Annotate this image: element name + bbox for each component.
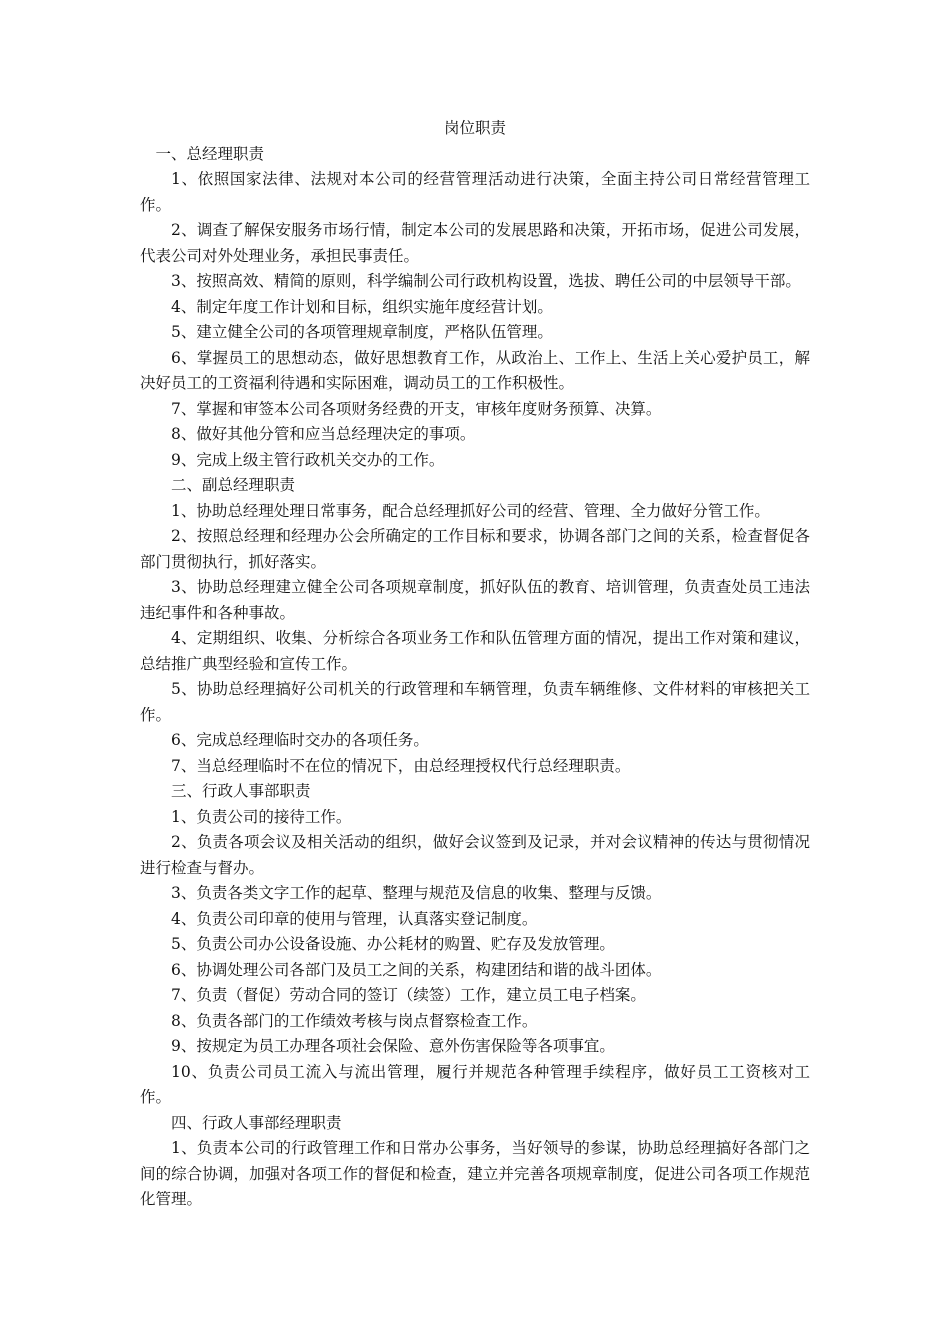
section-admin-hr-department [140,779,810,1111]
list-item: 2、负责各项会议及相关活动的组织，做好会议签到及记录，并对会议精神的传达与贯彻情况进行检查与督办。 [140,833,810,877]
list-item: 7、当总经理临时不在位的情况下，由总经理授权代行总经理职责。 [171,756,631,775]
list-item: 7、负责（督促）劳动合同的签订（续签）工作，建立员工电子档案。 [171,986,646,1004]
section-general-manager [140,142,810,474]
list-item: 4、负责公司印章的使用与管理，认真落实登记制度。 [171,909,538,928]
list-item: 5、负责公司办公设备设施、办公耗材的购置、贮存及发放管理。 [171,935,615,953]
list-item: 6、掌握员工的思想动态，做好思想教育工作，从政治上、工作上、生活上关心爱护员工，解决好员工的工资福利待遇和实际困难，调动员工的工作积极性。 [140,348,810,392]
list-item: 4、制定年度工作计划和目标，组织实施年度经营计划。 [171,297,553,316]
section-admin-hr-manager [140,1111,810,1213]
list-item: 6、协调处理公司各部门及员工之间的关系，构建团结和谐的战斗团体。 [171,960,662,979]
document-page [140,112,810,1213]
list-item: 3、负责各类文字工作的起草、整理与规范及信息的收集、整理与反馈。 [171,884,662,902]
list-item: 9、完成上级主管行政机关交办的工作。 [171,450,445,469]
list-item: 3、协助总经理建立健全公司各项规章制度，抓好队伍的教育、培训管理，负责查处员工违法违纪事件和各种事故。 [140,578,810,622]
list-item: 9、按规定为员工办理各项社会保险、意外伤害保险等各项事宜。 [171,1037,615,1055]
section-heading: 一、总经理职责 [155,144,265,163]
list-item: 1、负责本公司的行政管理工作和日常办公事务，当好领导的参谋，协助总经理搞好各部门之间的综合协调，加强对各项工作的督促和检查，建立并完善各项规章制度，促进公司各项工作规范化管理。 [140,1139,810,1208]
document-title: 岗位职责 [443,119,506,137]
list-item: 1、依照国家法律、法规对本公司的经营管理活动进行决策，全面主持公司日常经营管理工作。 [140,170,810,214]
list-item: 4、定期组织、收集、分析综合各项业务工作和队伍管理方面的情况，提出工作对策和建议，总结推广典型经验和宣传工作。 [140,629,810,673]
list-item: 2、按照总经理和经理办公会所确定的工作目标和要求，协调各部门之间的关系，检查督促各部门贯彻执行，抓好落实。 [140,527,810,571]
list-item: 10、负责公司员工流入与流出管理，履行并规范各种管理手续程序，做好员工工资核对工作。 [140,1062,810,1106]
section-deputy-general-manager [140,473,810,779]
list-item: 5、建立健全公司的各项管理规章制度，严格队伍管理。 [171,323,553,341]
list-item: 1、负责公司的接待工作。 [171,807,352,826]
list-item: 8、负责各部门的工作绩效考核与岗点督察检查工作。 [171,1011,538,1030]
list-item: 8、做好其他分管和应当总经理决定的事项。 [171,425,476,443]
list-item: 3、按照高效、精简的原则，科学编制公司行政机构设置，选拔、聘任公司的中层领导干部。 [171,272,801,290]
list-item: 1、协助总经理处理日常事务，配合总经理抓好公司的经营、管理、全力做好分管工作。 [171,501,770,520]
section-heading: 二、副总经理职责 [171,476,296,494]
list-item: 7、掌握和审签本公司各项财务经费的开支，审核年度财务预算、决算。 [171,399,662,418]
list-item: 5、协助总经理搞好公司机关的行政管理和车辆管理，负责车辆维修、文件材料的审核把关工作。 [140,680,810,724]
section-heading: 四、行政人事部经理职责 [171,1113,342,1132]
section-heading: 三、行政人事部职责 [171,782,311,800]
list-item: 6、完成总经理临时交办的各项任务。 [171,731,429,749]
list-item: 2、调查了解保安服务市场行情，制定本公司的发展思路和决策，开拓市场，促进公司发展，代表公司对外处理业务，承担民事责任。 [140,221,810,265]
